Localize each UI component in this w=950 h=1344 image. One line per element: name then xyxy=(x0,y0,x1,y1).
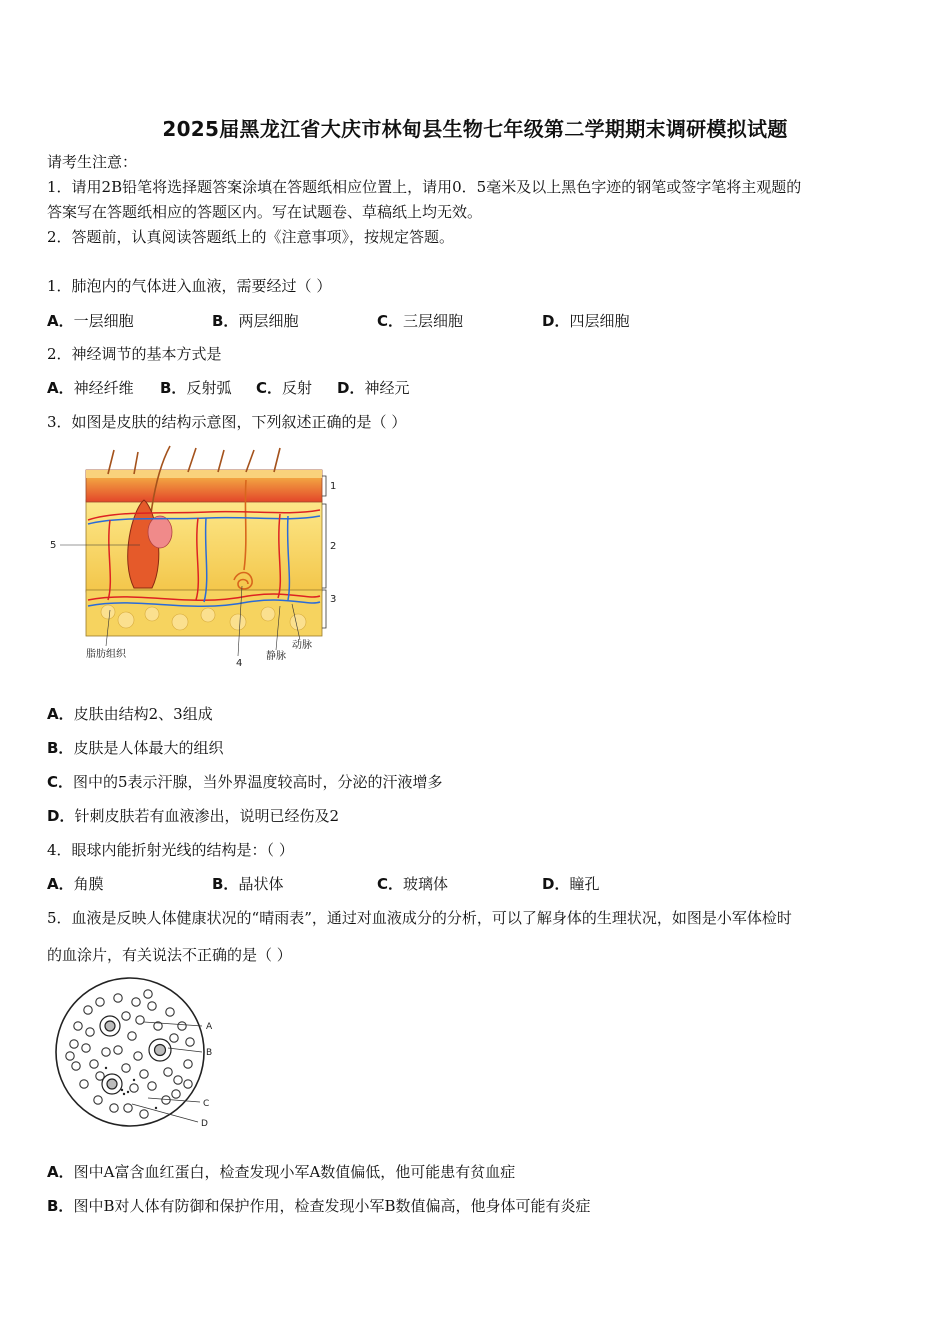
question-5-option-a[interactable] xyxy=(47,1162,515,1182)
notice-heading: 请考生注意： xyxy=(47,153,138,171)
question-5-option-b[interactable] xyxy=(47,1196,591,1216)
red-blood-cell xyxy=(96,998,104,1006)
option-text: 两层细胞 xyxy=(238,312,299,330)
platelet xyxy=(123,1093,125,1095)
option-text: 晶状体 xyxy=(238,875,284,893)
question-1-option-b[interactable] xyxy=(212,311,298,331)
page-title: 2025届黑龙江省大庆市林甸县生物七年级第二学期期末调研模拟试题 xyxy=(162,117,788,141)
question-3-option-c[interactable] xyxy=(47,772,443,792)
label-a: A xyxy=(206,1022,213,1032)
question-3-option-d[interactable] xyxy=(47,806,339,826)
red-blood-cell xyxy=(136,1016,144,1024)
red-blood-cell xyxy=(132,998,140,1006)
option-label: D． xyxy=(542,875,570,893)
red-blood-cell xyxy=(128,1032,136,1040)
option-text: 角膜 xyxy=(73,875,104,893)
red-blood-cell xyxy=(140,1110,148,1118)
option-label: B． xyxy=(47,739,74,757)
option-text: 神经元 xyxy=(364,379,410,397)
label-c: C xyxy=(203,1099,210,1109)
option-text: 神经纤维 xyxy=(73,379,134,397)
option-label: D． xyxy=(337,379,365,397)
blood-smear-figure xyxy=(48,976,228,1132)
layer-brackets xyxy=(322,476,326,628)
notice-item-1-line-1: 1．请用2B铅笔将选择题答案涂填在答题纸相应位置上，请用0．5毫米及以上黑色字迹的钢笔或签字笔将主观题的 xyxy=(47,178,802,196)
option-text: 皮肤由结构2、3组成 xyxy=(73,705,213,723)
red-blood-cell xyxy=(82,1044,90,1052)
red-blood-cell xyxy=(130,1084,138,1092)
red-blood-cell xyxy=(144,990,152,998)
question-1-stem: 1．肺泡内的气体进入血液，需要经过（ ） xyxy=(47,277,332,295)
option-label: D． xyxy=(47,807,75,825)
option-label: A． xyxy=(47,705,74,723)
red-blood-cell xyxy=(72,1062,80,1070)
red-blood-cell xyxy=(164,1068,172,1076)
red-blood-cell xyxy=(134,1052,142,1060)
option-text: 玻璃体 xyxy=(403,875,449,893)
platelet xyxy=(155,1107,157,1109)
red-blood-cell xyxy=(170,1034,178,1042)
question-1-option-d[interactable] xyxy=(542,311,629,331)
question-3-stem: 3．如图是皮肤的结构示意图，下列叙述正确的是（ ） xyxy=(47,413,407,431)
label-1: 1 xyxy=(330,481,337,492)
option-text: 图中A富含血红蛋白，检查发现小军A数值偏低，他可能患有贫血症 xyxy=(73,1163,516,1181)
skin-structure-figure xyxy=(48,440,348,672)
platelet xyxy=(133,1079,135,1081)
question-3-option-b[interactable] xyxy=(47,738,223,758)
red-blood-cell xyxy=(74,1022,82,1030)
option-label: A． xyxy=(47,312,74,330)
option-text: 图中的5表示汗腺，当外界温度较高时，分泌的汗液增多 xyxy=(73,773,443,791)
option-label: A． xyxy=(47,875,74,893)
red-blood-cell xyxy=(174,1076,182,1084)
red-blood-cell xyxy=(148,1002,156,1010)
question-5-stem-line-2: 的血涂片，有关说法不正确的是（ ） xyxy=(47,946,292,964)
question-2-option-a[interactable] xyxy=(47,378,134,398)
platelet xyxy=(127,1091,129,1093)
red-blood-cell xyxy=(122,1064,130,1072)
red-blood-cell xyxy=(70,1040,78,1048)
option-label: D． xyxy=(542,312,570,330)
red-blood-cell xyxy=(102,1048,110,1056)
question-2-option-c[interactable] xyxy=(256,378,312,398)
option-text: 针刺皮肤若有血液渗出，说明已经伤及2 xyxy=(74,807,339,825)
question-2-stem: 2．神经调节的基本方式是 xyxy=(47,345,222,363)
notice-item-2: 2．答题前，认真阅读答题纸上的《注意事项》，按规定答题。 xyxy=(47,228,455,246)
platelet xyxy=(121,1089,123,1091)
red-blood-cell xyxy=(114,994,122,1002)
red-blood-cell xyxy=(86,1028,94,1036)
option-label: C． xyxy=(256,379,283,397)
option-label: C． xyxy=(47,773,74,791)
red-blood-cell xyxy=(94,1096,102,1104)
option-label: C． xyxy=(377,875,404,893)
label-5: 5 xyxy=(50,540,57,551)
question-5-stem-line-1: 5．血液是反映人体健康状况的“晴雨表”，通过对血液成分的分析，可以了解身体的生理状况，如图是小军体检时 xyxy=(47,909,792,927)
option-label: B． xyxy=(212,875,239,893)
option-text: 一层细胞 xyxy=(73,312,134,330)
label-b: B xyxy=(206,1048,213,1058)
red-blood-cell xyxy=(178,1022,186,1030)
notice-item-1-line-2: 答案写在答题纸相应的答题区内。写在试题卷、草稿纸上均无效。 xyxy=(47,203,483,221)
option-label: B． xyxy=(160,379,187,397)
option-label: B． xyxy=(47,1197,74,1215)
red-blood-cell xyxy=(184,1080,192,1088)
option-label: A． xyxy=(47,1163,74,1181)
label-fat-tissue: 脂肪组织 xyxy=(86,649,126,660)
option-label: B． xyxy=(212,312,239,330)
red-blood-cell xyxy=(110,1104,118,1112)
question-2-option-b[interactable] xyxy=(160,378,231,398)
platelet xyxy=(105,1067,107,1069)
option-text: 皮肤是人体最大的组织 xyxy=(73,739,224,757)
question-4-option-a[interactable] xyxy=(47,874,104,894)
red-blood-cell xyxy=(90,1060,98,1068)
option-text: 图中B对人体有防御和保护作用，检查发现小军B数值偏高，他身体可能有炎症 xyxy=(73,1197,591,1215)
question-4-option-c[interactable] xyxy=(377,874,448,894)
option-label: A． xyxy=(47,379,74,397)
label-vein: 静脉 xyxy=(266,651,286,662)
label-2: 2 xyxy=(330,541,337,552)
option-text: 反射 xyxy=(282,379,313,397)
label-3: 3 xyxy=(330,594,337,605)
question-1-option-a[interactable] xyxy=(47,311,134,331)
red-blood-cell xyxy=(114,1046,122,1054)
question-4-option-b[interactable] xyxy=(212,874,283,894)
red-blood-cell xyxy=(148,1082,156,1090)
option-label: C． xyxy=(377,312,404,330)
question-3-option-a[interactable] xyxy=(47,704,213,724)
red-blood-cell xyxy=(186,1038,194,1046)
red-blood-cell xyxy=(140,1070,148,1078)
red-blood-cell xyxy=(80,1080,88,1088)
red-blood-cell xyxy=(66,1052,74,1060)
red-blood-cell xyxy=(84,1006,92,1014)
question-4-option-d[interactable] xyxy=(542,874,599,894)
label-artery: 动脉 xyxy=(292,640,312,651)
question-2-option-d[interactable] xyxy=(337,378,409,398)
option-text: 三层细胞 xyxy=(403,312,464,330)
option-text: 反射弧 xyxy=(186,379,232,397)
question-4-stem: 4．眼球内能折射光线的结构是：（ ） xyxy=(47,841,294,859)
red-blood-cell xyxy=(122,1012,130,1020)
red-blood-cell xyxy=(166,1008,174,1016)
red-blood-cell xyxy=(172,1090,180,1098)
sebaceous-gland xyxy=(148,516,172,548)
option-text: 四层细胞 xyxy=(569,312,630,330)
red-blood-cell xyxy=(124,1104,132,1112)
question-1-option-c[interactable] xyxy=(377,311,463,331)
option-text: 瞳孔 xyxy=(569,875,600,893)
label-4: 4 xyxy=(236,658,243,669)
red-blood-cell xyxy=(184,1060,192,1068)
label-d: D xyxy=(201,1119,208,1129)
